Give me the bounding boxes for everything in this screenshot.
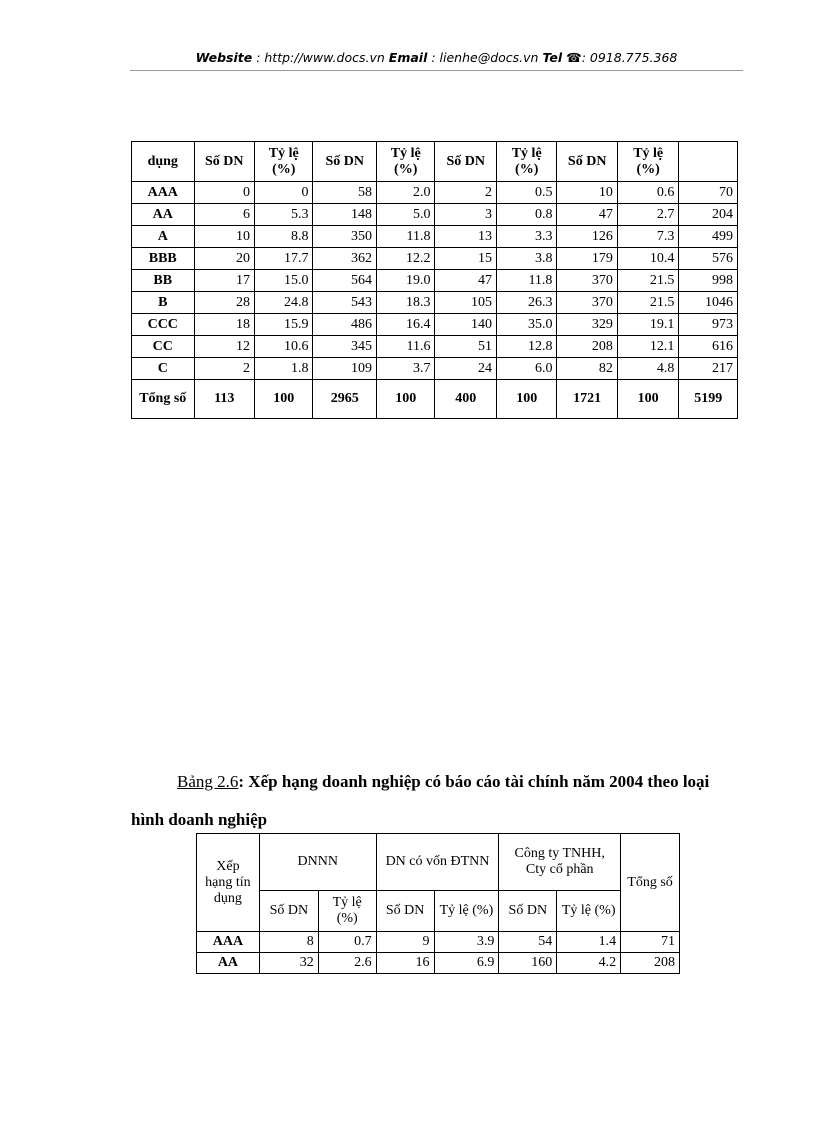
- value-cell: 370: [557, 270, 617, 292]
- value-cell: 21.5: [617, 292, 679, 314]
- rating-cell: AA: [132, 204, 195, 226]
- value-cell: 0: [255, 182, 313, 204]
- header-cell: Tỷ lệ (%): [255, 142, 313, 182]
- value-cell: 486: [313, 314, 377, 336]
- value-cell: 26.3: [496, 292, 556, 314]
- value-cell: 47: [435, 270, 497, 292]
- value-cell: 140: [435, 314, 497, 336]
- value-cell: 126: [557, 226, 617, 248]
- value-cell: 6: [194, 204, 254, 226]
- header-cell: Tỷ lệ (%): [376, 142, 434, 182]
- value-cell: 1046: [679, 292, 738, 314]
- caption-label: Bảng 2.6: [177, 772, 239, 791]
- group-header: Công ty TNHH, Cty cổ phần: [499, 834, 621, 891]
- header-cell: Số DN: [435, 142, 497, 182]
- rank-header: Xếp hạng tín dụng: [197, 834, 260, 932]
- rating-cell: AAA: [197, 932, 260, 953]
- value-cell: 1.4: [557, 932, 621, 953]
- table-row: [132, 248, 738, 270]
- value-cell: 12.2: [376, 248, 434, 270]
- rating-cell: AA: [197, 953, 260, 974]
- value-cell: 58: [313, 182, 377, 204]
- value-cell: 0.6: [617, 182, 679, 204]
- table-row: [197, 953, 680, 974]
- tel-label: Tel: [542, 50, 563, 65]
- value-cell: 0: [194, 182, 254, 204]
- value-cell: 7.3: [617, 226, 679, 248]
- rating-cell: CCC: [132, 314, 195, 336]
- value-cell: 10: [194, 226, 254, 248]
- header-cell: Số DN: [313, 142, 377, 182]
- value-cell: 82: [557, 358, 617, 380]
- value-cell: 2: [435, 182, 497, 204]
- value-cell: 543: [313, 292, 377, 314]
- header-cell: Số DN: [557, 142, 617, 182]
- value-cell: 3.9: [434, 932, 499, 953]
- value-cell: 0.5: [496, 182, 556, 204]
- subheader-cell: Số DN: [499, 891, 557, 932]
- value-cell: 32: [259, 953, 318, 974]
- email-value: : lienhe@docs.vn: [431, 50, 539, 65]
- value-cell: 5.0: [376, 204, 434, 226]
- value-cell: 18.3: [376, 292, 434, 314]
- value-cell: 51: [435, 336, 497, 358]
- table-row: [132, 182, 738, 204]
- table-row: [132, 270, 738, 292]
- total-cell: 5199: [679, 380, 738, 419]
- value-cell: 998: [679, 270, 738, 292]
- rating-cell: AAA: [132, 182, 195, 204]
- subheader-cell: Tỷ lệ (%): [434, 891, 499, 932]
- rating-cell: C: [132, 358, 195, 380]
- page-header: [130, 50, 743, 65]
- value-cell: 20: [194, 248, 254, 270]
- header-cell: Tỷ lệ (%): [617, 142, 679, 182]
- value-cell: 208: [557, 336, 617, 358]
- table-row: [132, 358, 738, 380]
- value-cell: 3.3: [496, 226, 556, 248]
- value-cell: 12.1: [617, 336, 679, 358]
- value-cell: 179: [557, 248, 617, 270]
- value-cell: 70: [679, 182, 738, 204]
- value-cell: 370: [557, 292, 617, 314]
- value-cell: 109: [313, 358, 377, 380]
- value-cell: 362: [313, 248, 377, 270]
- header-cell: Số DN: [194, 142, 254, 182]
- email-label: Email: [388, 50, 428, 65]
- value-cell: 204: [679, 204, 738, 226]
- table-total-row: [132, 380, 738, 419]
- total-cell: 2965: [313, 380, 377, 419]
- header-cell: dụng: [132, 142, 195, 182]
- total-cell: 100: [255, 380, 313, 419]
- value-cell: 616: [679, 336, 738, 358]
- value-cell: 4.2: [557, 953, 621, 974]
- table-row: [132, 314, 738, 336]
- total-cell: 113: [194, 380, 254, 419]
- table-row: [132, 336, 738, 358]
- value-cell: 24: [435, 358, 497, 380]
- value-cell: 10.4: [617, 248, 679, 270]
- value-cell: 6.9: [434, 953, 499, 974]
- total-cell: 1721: [557, 380, 617, 419]
- value-cell: 208: [621, 953, 680, 974]
- table-rating-by-ownership: [196, 833, 680, 974]
- value-cell: 1.8: [255, 358, 313, 380]
- value-cell: 11.6: [376, 336, 434, 358]
- value-cell: 10: [557, 182, 617, 204]
- value-cell: 9: [376, 932, 434, 953]
- table-caption: [131, 763, 743, 839]
- value-cell: 105: [435, 292, 497, 314]
- total-cell: 100: [376, 380, 434, 419]
- value-cell: 3.7: [376, 358, 434, 380]
- value-cell: 350: [313, 226, 377, 248]
- value-cell: 54: [499, 932, 557, 953]
- subheader-cell: Tỷ lệ (%): [557, 891, 621, 932]
- value-cell: 3.8: [496, 248, 556, 270]
- table2-subheader-row: [197, 891, 680, 932]
- value-cell: 564: [313, 270, 377, 292]
- rating-cell: B: [132, 292, 195, 314]
- value-cell: 11.8: [496, 270, 556, 292]
- value-cell: 8: [259, 932, 318, 953]
- value-cell: 148: [313, 204, 377, 226]
- value-cell: 24.8: [255, 292, 313, 314]
- table-row: [132, 204, 738, 226]
- value-cell: 6.0: [496, 358, 556, 380]
- value-cell: 329: [557, 314, 617, 336]
- value-cell: 160: [499, 953, 557, 974]
- value-cell: 0.7: [318, 932, 376, 953]
- value-cell: 2.7: [617, 204, 679, 226]
- value-cell: 15.9: [255, 314, 313, 336]
- value-cell: 10.6: [255, 336, 313, 358]
- table2-header-row: [197, 834, 680, 891]
- phone-icon: ☎: [566, 50, 582, 65]
- value-cell: 17: [194, 270, 254, 292]
- table-rating-by-sector: [131, 141, 738, 419]
- value-cell: 16.4: [376, 314, 434, 336]
- caption-title: : Xếp hạng doanh nghiệp có báo cáo tài chính năm 2004 theo loại hình doanh nghiệp: [131, 772, 710, 829]
- value-cell: 3: [435, 204, 497, 226]
- total-cell: 100: [496, 380, 556, 419]
- total-cell: 400: [435, 380, 497, 419]
- value-cell: 15: [435, 248, 497, 270]
- value-cell: 345: [313, 336, 377, 358]
- value-cell: 2: [194, 358, 254, 380]
- rating-cell: BBB: [132, 248, 195, 270]
- group-header: DNNN: [259, 834, 376, 891]
- value-cell: 18: [194, 314, 254, 336]
- value-cell: 4.8: [617, 358, 679, 380]
- table-row: [132, 292, 738, 314]
- value-cell: 2.0: [376, 182, 434, 204]
- value-cell: 13: [435, 226, 497, 248]
- value-cell: 19.1: [617, 314, 679, 336]
- website-label: Website: [195, 50, 253, 65]
- group-header: DN có vốn ĐTNN: [376, 834, 499, 891]
- value-cell: 2.6: [318, 953, 376, 974]
- value-cell: 16: [376, 953, 434, 974]
- header-cell: [679, 142, 738, 182]
- subheader-cell: Số DN: [376, 891, 434, 932]
- value-cell: 28: [194, 292, 254, 314]
- subheader-cell: Tỷ lệ (%): [318, 891, 376, 932]
- value-cell: 71: [621, 932, 680, 953]
- table-row: [197, 932, 680, 953]
- value-cell: 8.8: [255, 226, 313, 248]
- value-cell: 17.7: [255, 248, 313, 270]
- rating-cell: A: [132, 226, 195, 248]
- total-cell: 100: [617, 380, 679, 419]
- rating-cell: BB: [132, 270, 195, 292]
- value-cell: 0.8: [496, 204, 556, 226]
- value-cell: 576: [679, 248, 738, 270]
- tel-value: : 0918.775.368: [581, 50, 678, 65]
- value-cell: 47: [557, 204, 617, 226]
- subheader-cell: Số DN: [259, 891, 318, 932]
- value-cell: 15.0: [255, 270, 313, 292]
- value-cell: 19.0: [376, 270, 434, 292]
- table-row: [132, 226, 738, 248]
- value-cell: 5.3: [255, 204, 313, 226]
- header-divider: [130, 70, 743, 71]
- total-header: Tổng số: [621, 834, 680, 932]
- value-cell: 35.0: [496, 314, 556, 336]
- value-cell: 499: [679, 226, 738, 248]
- value-cell: 12: [194, 336, 254, 358]
- table-header-row: [132, 142, 738, 182]
- value-cell: 21.5: [617, 270, 679, 292]
- value-cell: 12.8: [496, 336, 556, 358]
- rating-cell: CC: [132, 336, 195, 358]
- value-cell: 217: [679, 358, 738, 380]
- total-label: Tổng số: [132, 380, 195, 419]
- value-cell: 973: [679, 314, 738, 336]
- value-cell: 11.8: [376, 226, 434, 248]
- header-cell: Tỷ lệ (%): [496, 142, 556, 182]
- website-value: : http://www.docs.vn: [256, 50, 385, 65]
